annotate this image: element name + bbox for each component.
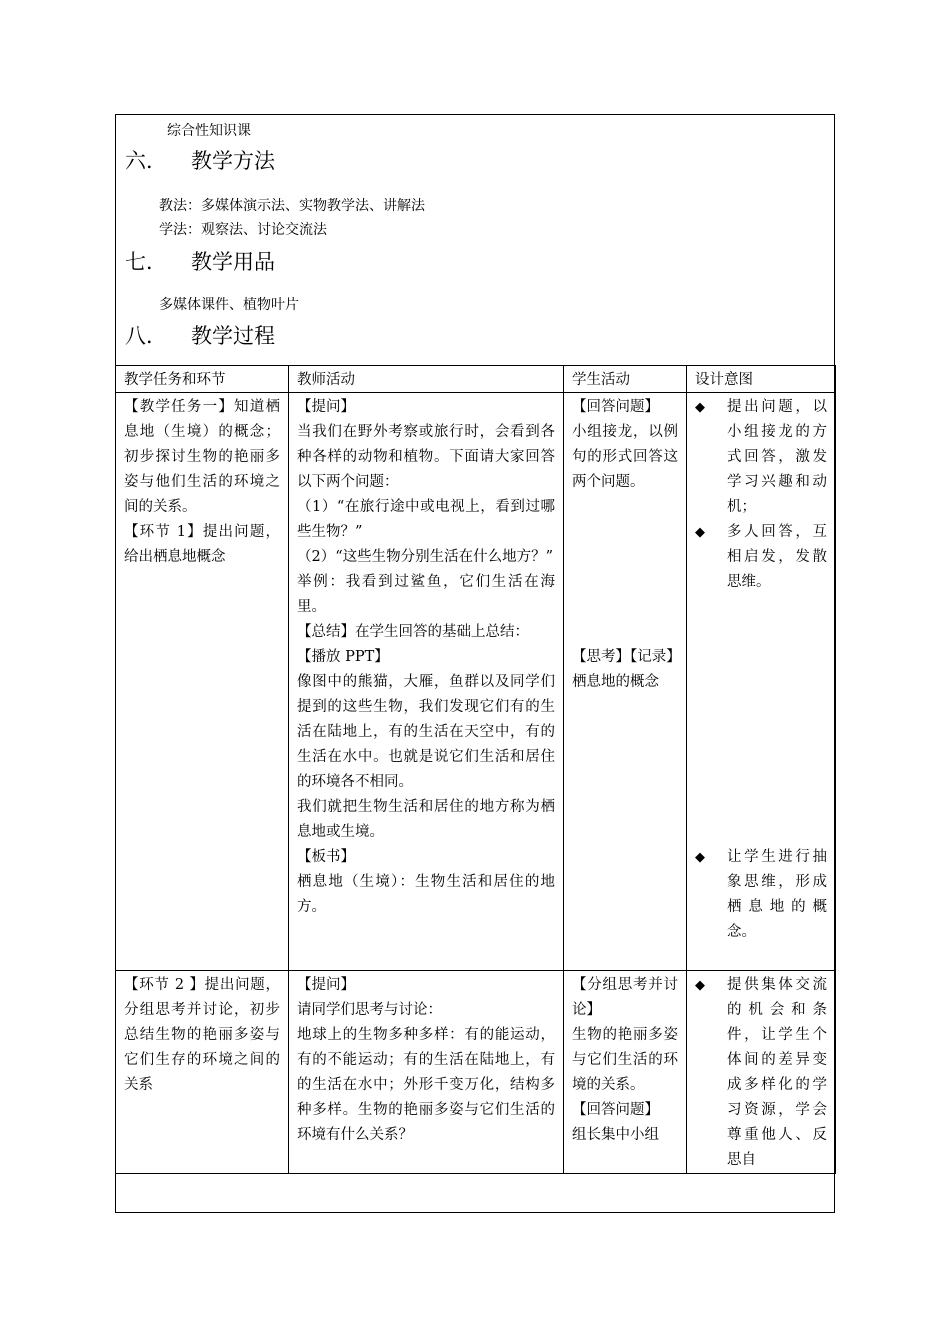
cell-spacer <box>297 920 555 970</box>
teacher-activity-cell <box>289 971 564 1174</box>
teacher-line: 【总结】在学生回答的基础上总结： <box>297 624 529 640</box>
teaching-methods: 教法：多媒体演示法、实物教学法、讲解法 <box>159 198 425 214</box>
teacher-line: 请同学们思考与讨论： <box>297 1002 442 1018</box>
section-heading-methods <box>125 145 275 175</box>
document-frame <box>115 114 835 1213</box>
student-line: 【回答问题】 <box>572 1102 659 1118</box>
student-line: 小组接龙，以例句的形式回答这两个问题。 <box>572 424 678 490</box>
teaching-supplies: 多媒体课件、植物叶片 <box>159 297 299 313</box>
teacher-line: （1）“在旅行途中或电视上，看到过哪些生物？” <box>297 499 555 540</box>
student-line: 栖息地的概念 <box>572 674 659 690</box>
student-line: 生物的艳丽多姿与它们生活的环境的关系。 <box>572 1027 678 1093</box>
teacher-line: 地球上的生物多种多样：有的能运动，有的不能运动；有的生活在陆地上，有的生活在水中；外形千变万化，结构多种多样。生物的艳丽多姿与它们生活的环境有什么关系？ <box>297 1027 555 1143</box>
student-line: 【回答问题】 <box>572 399 659 415</box>
design-intent-cell <box>687 971 836 1174</box>
teacher-line: 我们就把生物生活和居住的地方称为栖息地或生境。 <box>297 799 555 840</box>
cell-spacer <box>695 595 827 845</box>
lesson-plan-header-area <box>116 115 834 366</box>
teacher-line: 栖息地（生境）：生物生活和居住的地方。 <box>297 874 555 915</box>
cell-spacer <box>572 495 678 645</box>
section-title: 教学用品 <box>191 250 275 274</box>
task-cell <box>116 393 289 971</box>
table-header-row <box>116 366 836 393</box>
teacher-line: 当我们在野外考察或旅行时，会看到各种各样的动物和植物。下面请大家回答以下两个问题： <box>297 424 555 490</box>
teacher-line: 像图中的熊猫，大雁，鱼群以及同学们提到的这些生物，我们发现它们有的生活在陆地上，有的生活在天空中，有的生活在水中。也就是说它们生活和居住的环境各不相同。 <box>297 674 555 790</box>
table-row <box>116 971 836 1174</box>
column-header: 教学任务和环节 <box>116 366 289 393</box>
student-activity-cell <box>564 393 687 971</box>
diamond-icon: ◆ <box>695 525 705 540</box>
teacher-line: （2）“这些生物分别生活在什么地方？” <box>297 549 554 565</box>
teacher-line: 【提问】 <box>297 399 355 415</box>
teacher-line: 【播放 PPT】 <box>297 649 389 665</box>
teacher-line: 【板书】 <box>297 849 355 865</box>
section-heading-process <box>125 320 275 350</box>
link-description: 【环节 1】提出问题，给出栖息地概念 <box>124 524 280 565</box>
intent-item: ◆ 提出问题，以小组接龙的方式回答，激发学习兴趣和动机； <box>695 395 827 520</box>
teaching-process-table <box>115 365 836 1174</box>
student-activity-cell <box>564 971 687 1174</box>
diamond-icon: ◆ <box>695 850 705 865</box>
teacher-line: 举例：我看到过鲨鱼，它们生活在海里。 <box>297 574 555 615</box>
section-title: 教学方法 <box>191 149 275 173</box>
column-header: 学生活动 <box>564 366 687 393</box>
student-line: 【分组思考并讨论】 <box>572 977 678 1018</box>
section-number: 六． <box>125 149 167 173</box>
section-heading-supplies <box>125 246 275 276</box>
link-description: 【环节 2 】提出问题，分组思考并讨论，初步总结生物的艳丽多姿与它们生存的环境之间的关系 <box>124 977 280 1093</box>
student-line: 【思考】【记录】 <box>572 649 681 665</box>
learning-methods: 学法：观察法、讨论交流法 <box>159 222 327 238</box>
teacher-activity-cell <box>289 393 564 971</box>
diamond-icon: ◆ <box>695 978 705 993</box>
column-header: 设计意图 <box>687 366 836 393</box>
intent-item: ◆ 多人回答，互相启发，发散思维。 <box>695 520 827 595</box>
intent-item: ◆ 提供集体交流的机会和条件，让学生个体间的差异变成多样化的学习资源，学会尊重他人、反思自 <box>695 973 827 1173</box>
section-number: 七． <box>125 250 167 274</box>
student-line: 组长集中小组 <box>572 1127 659 1143</box>
task-description: 【教学任务一】知道栖息地（生境）的概念；初步探讨生物的艳丽多姿与他们生活的环境之间的关系。 <box>124 399 280 515</box>
intent-item: ◆ 让学生进行抽象思维，形成栖息地的概念。 <box>695 845 827 945</box>
task-cell <box>116 971 289 1174</box>
section-title: 教学过程 <box>191 324 275 348</box>
table-row <box>116 393 836 971</box>
column-header: 教师活动 <box>289 366 564 393</box>
design-intent-cell <box>687 393 836 971</box>
diamond-icon: ◆ <box>695 400 705 415</box>
course-type: 综合性知识课 <box>167 123 251 139</box>
section-number: 八． <box>125 324 167 348</box>
teacher-line: 【提问】 <box>297 977 355 993</box>
